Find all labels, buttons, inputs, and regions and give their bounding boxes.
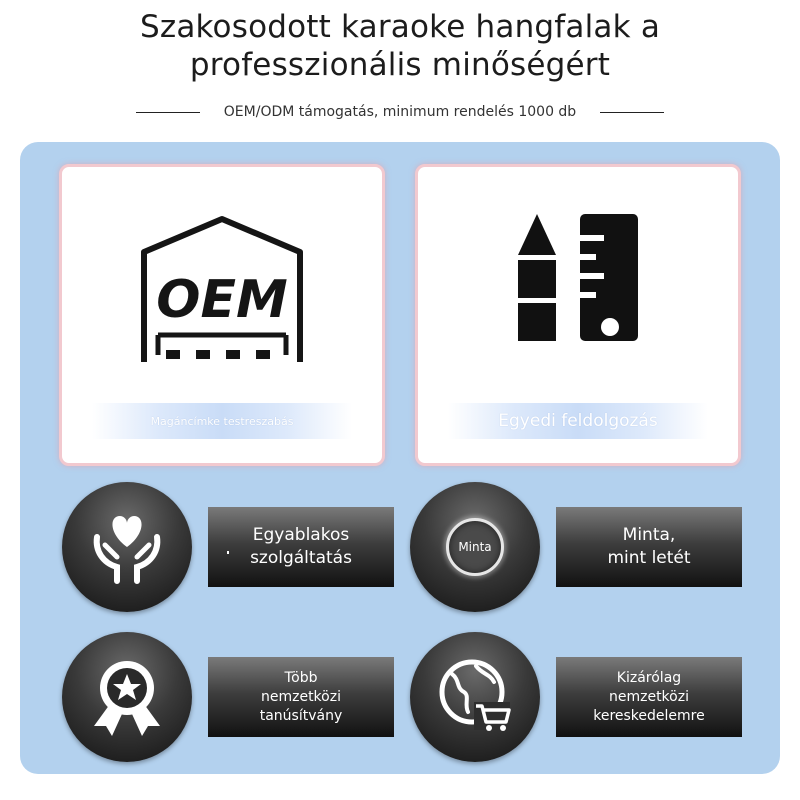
label-line-2: nemzetközi — [260, 688, 341, 705]
oem-warehouse-icon — [62, 167, 382, 397]
label-sample-deposit — [556, 507, 742, 587]
subtitle-rule-left — [136, 112, 200, 113]
label-line-1: Több — [284, 669, 318, 686]
oem-icon-text: OEM — [156, 270, 288, 330]
sample-disc-label: Minta — [446, 518, 504, 576]
caption-band — [448, 403, 708, 439]
title-line-1: Szakosodott karaoke hangfalak a — [139, 9, 661, 45]
page-title — [0, 8, 800, 84]
globe-cart-icon — [410, 632, 540, 762]
subtitle-rule-right — [600, 112, 664, 113]
card-private-label[interactable] — [59, 164, 385, 466]
sample-disc-icon — [410, 482, 540, 612]
title-line-2: professzionális minőségért — [189, 47, 611, 83]
heart-hands-icon — [62, 482, 192, 612]
subtitle: OEM/ODM támogatás, minimum rendelés 1000 db — [223, 104, 577, 120]
label-line-2: szolgáltatás — [250, 548, 352, 568]
label-line-3: tanúsítvány — [259, 707, 343, 724]
label-certifications — [208, 657, 394, 737]
label-line-1: Egyablakos — [252, 525, 350, 545]
subtitle-row — [136, 100, 664, 124]
label-tick — [227, 551, 229, 554]
caption-band — [92, 403, 352, 439]
label-line-2: mint letét — [607, 548, 691, 568]
pencil-ruler-icon — [418, 167, 738, 397]
card-caption: Egyedi feldolgozás — [498, 411, 658, 431]
label-line-1: Minta, — [622, 525, 676, 545]
label-line-1: Kizárólag — [616, 669, 682, 686]
award-ribbon-icon — [62, 632, 192, 762]
label-international-trade — [556, 657, 742, 737]
card-custom-processing[interactable] — [415, 164, 741, 466]
label-line-3: kereskedelemre — [593, 707, 705, 724]
label-line-2: nemzetközi — [608, 688, 689, 705]
card-caption: Magáncímke testreszabás — [150, 414, 294, 428]
label-one-stop-service — [208, 507, 394, 587]
